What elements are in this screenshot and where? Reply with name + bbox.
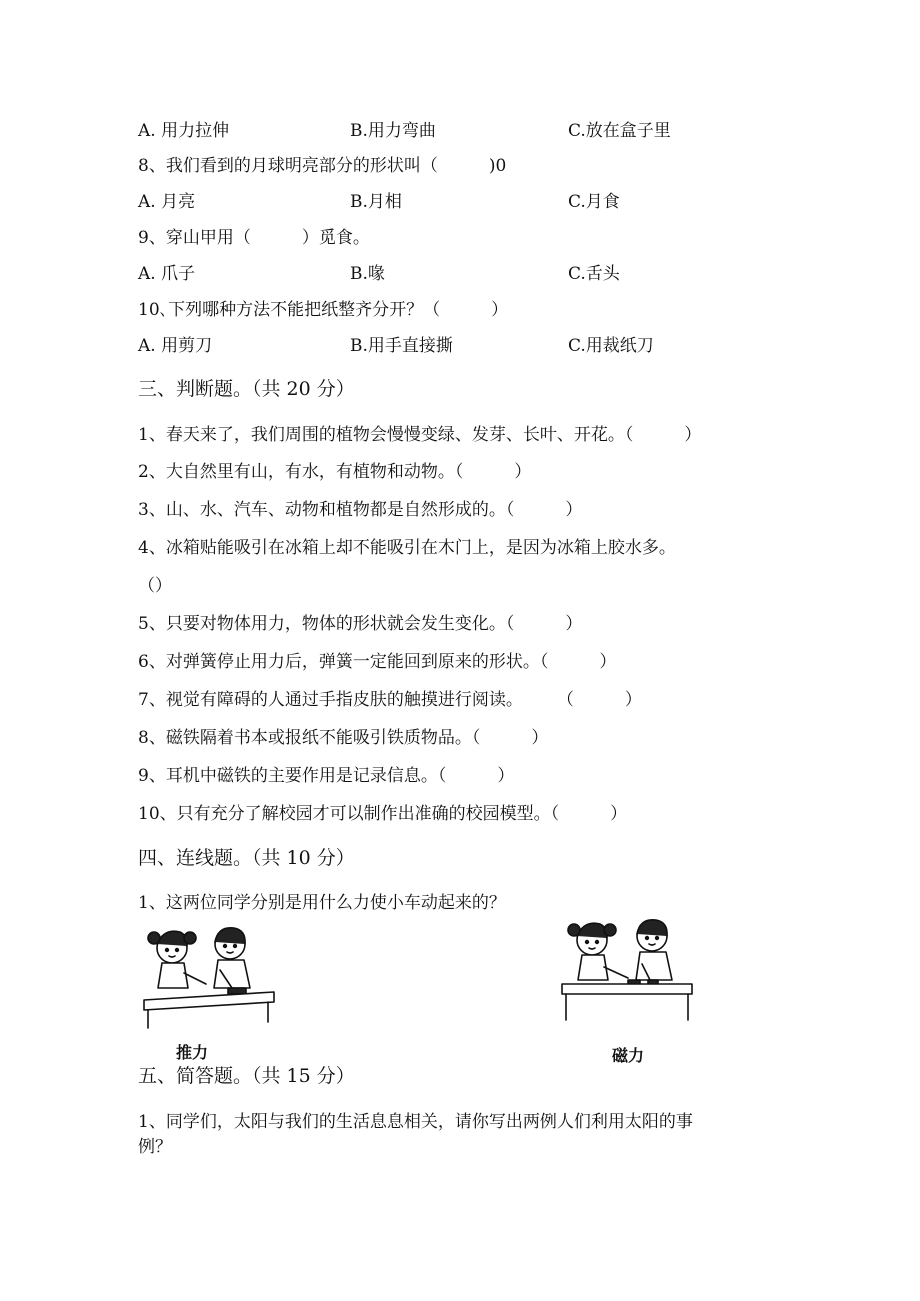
judge-item-4: 4、冰箱贴能吸引在冰箱上却不能吸引在木门上，是因为冰箱上胶水多。 bbox=[138, 538, 676, 558]
judge-item-2: 2、大自然里有山，有水，有植物和动物。（ ） bbox=[138, 462, 532, 482]
short-answer-1-line1: 1、同学们，太阳与我们的生活息息相关，请你写出两例人们利用太阳的事 bbox=[138, 1112, 693, 1132]
judge-item-4-bracket: （） bbox=[138, 576, 172, 596]
q10-option-a: A. 用剪刀 bbox=[138, 336, 213, 356]
magnet-caption: 磁力 bbox=[612, 1046, 645, 1065]
section-4-title: 四、连线题。（共 10 分） bbox=[138, 847, 355, 869]
magnet-illustration bbox=[558, 912, 698, 1024]
judge-item-9: 9、耳机中磁铁的主要作用是记录信息。（ ） bbox=[138, 766, 515, 786]
matching-question-1: 1、这两位同学分别是用什么力使小车动起来的？ bbox=[138, 893, 506, 913]
judge-item-3: 3、山、水、汽车、动物和植物都是自然形成的。（ ） bbox=[138, 500, 583, 520]
q9-option-b: B.喙 bbox=[350, 264, 385, 284]
q8-option-a: A. 月亮 bbox=[138, 192, 196, 212]
section-5-title: 五、简答题。（共 15 分） bbox=[138, 1065, 355, 1087]
q7-option-b: B.用力弯曲 bbox=[350, 121, 436, 141]
q8-option-c: C.月食 bbox=[568, 192, 620, 212]
q8-option-b: B.月相 bbox=[350, 192, 402, 212]
judge-item-8: 8、磁铁隔着书本或报纸不能吸引铁质物品。（ ） bbox=[138, 728, 549, 748]
judge-item-1: 1、春天来了，我们周围的植物会慢慢变绿、发芽、长叶、开花。（ ） bbox=[138, 425, 702, 445]
judge-item-6: 6、对弹簧停止用力后，弹簧一定能回到原来的形状。（ ） bbox=[138, 652, 617, 672]
question-10: 10､下列哪种方法不能把纸整齐分开？（ ） bbox=[138, 300, 509, 320]
q10-option-b: B.用手直接撕 bbox=[350, 336, 453, 356]
question-9: 9、穿山甲用（ ）觅食。 bbox=[138, 228, 370, 248]
section-3-title: 三、判断题。（共 20 分） bbox=[138, 378, 355, 400]
question-8: 8、我们看到的月球明亮部分的形状叫（ )0 bbox=[138, 156, 507, 176]
q7-option-a: A. 用力拉伸 bbox=[138, 121, 230, 141]
judge-item-7: 7、视觉有障碍的人通过手指皮肤的触摸进行阅读。 （ ） bbox=[138, 690, 642, 710]
push-caption: 推力 bbox=[176, 1043, 209, 1062]
q7-option-c: C.放在盒子里 bbox=[568, 121, 671, 141]
q9-option-a: A. 爪子 bbox=[138, 264, 196, 284]
judge-item-10: 10、只有充分了解校园才可以制作出准确的校园模型。（ ） bbox=[138, 804, 628, 824]
push-illustration bbox=[140, 918, 280, 1030]
short-answer-1-line2: 例？ bbox=[138, 1137, 172, 1157]
judge-item-5: 5、只要对物体用力，物体的形状就会发生变化。（ ） bbox=[138, 614, 583, 634]
q10-option-c: C.用裁纸刀 bbox=[568, 336, 654, 356]
q9-option-c: C.舌头 bbox=[568, 264, 620, 284]
